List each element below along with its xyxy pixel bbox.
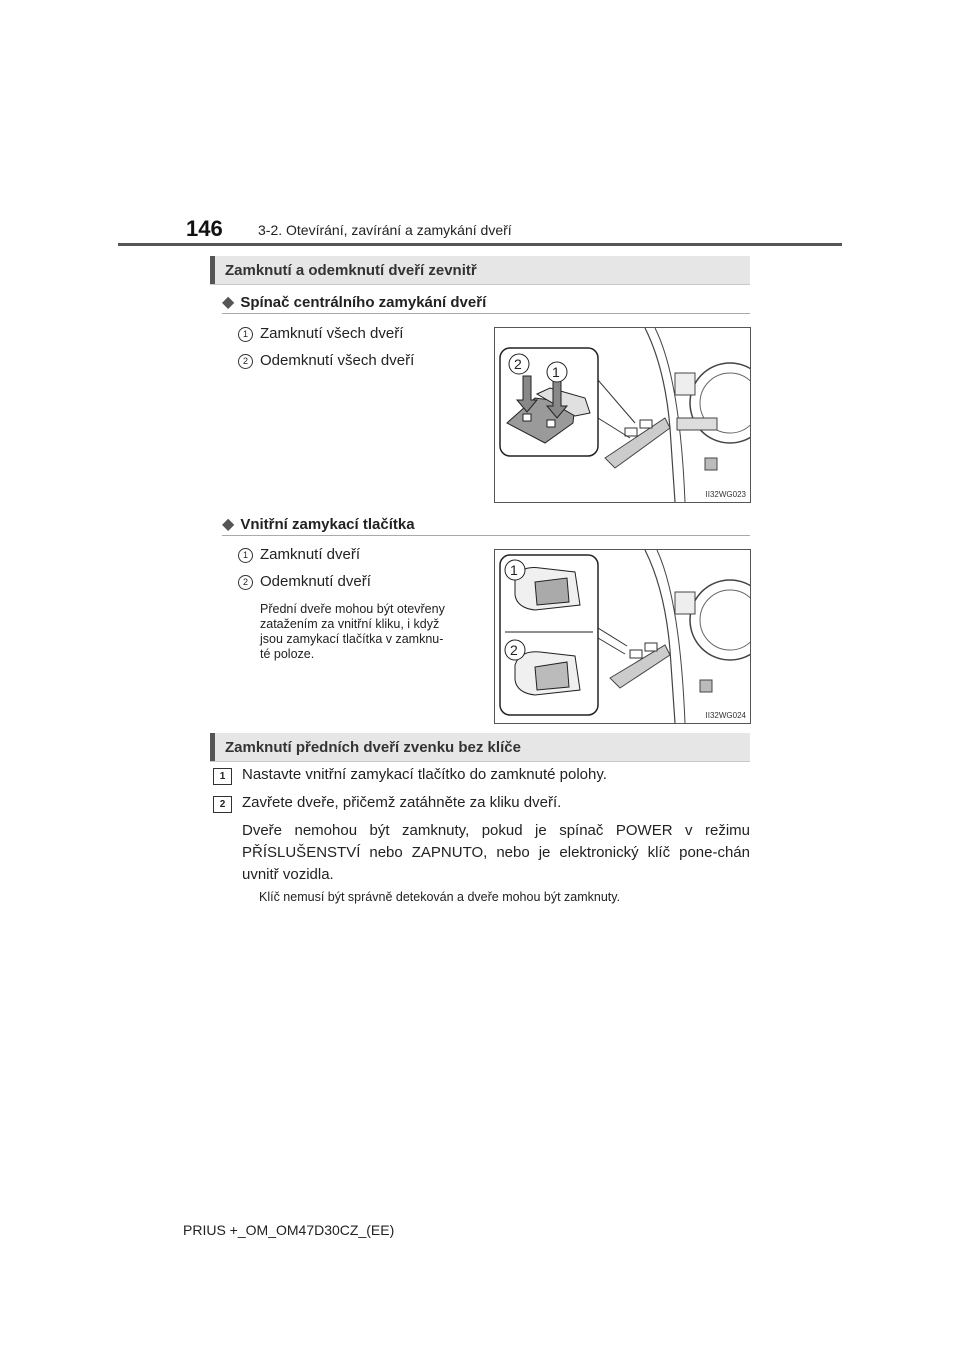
header-divider	[118, 243, 842, 246]
note-line: jsou zamykací tlačítka v zamknu-	[260, 632, 444, 646]
item-lock-all-doors: Zamknutí všech dveří	[260, 325, 404, 342]
subheading-divider	[222, 313, 750, 314]
item-unlock-door: Odemknutí dveří	[260, 573, 371, 590]
note-line: té poloze.	[260, 647, 315, 661]
item-unlock-all-doors: Odemknutí všech dveří	[260, 352, 415, 369]
figure-code: II32WG023	[705, 490, 746, 499]
item-lock-door: Zamknutí dveří	[260, 546, 361, 563]
svg-text:1: 1	[552, 364, 560, 380]
subheading-divider	[222, 535, 750, 536]
step-number: 2	[213, 796, 232, 813]
item-number: 1	[238, 327, 253, 342]
svg-text:2: 2	[514, 356, 522, 372]
figure-central-lock-switch	[494, 327, 751, 503]
diamond-icon: ◆	[222, 294, 235, 311]
door-switch-illustration	[495, 328, 750, 502]
section-accent	[210, 733, 215, 761]
item-number: 2	[238, 575, 253, 590]
step-number: 1	[213, 768, 232, 785]
subheading-central-lock-switch	[222, 292, 486, 312]
item-number: 1	[238, 548, 253, 563]
svg-text:2: 2	[510, 642, 518, 658]
section-header-inside-locking	[210, 256, 750, 285]
footer-document-code: PRIUS +_OM_OM47D30CZ_(EE)	[183, 1222, 395, 1238]
figure-inside-lock-buttons	[494, 549, 751, 724]
chapter-title: 3-2. Otevírání, zavírání a zamykání dveří	[258, 222, 512, 238]
figure-code: II32WG024	[705, 711, 746, 720]
step-close-door: Zavřete dveře, přičemž zatáhněte za kliku dveří.	[242, 794, 562, 811]
subheading-inside-lock-buttons	[222, 514, 415, 534]
subheading-text: Spínač centrálního zamykání dveří	[240, 294, 487, 311]
subheading-text: Vnitřní zamykací tlačítka	[240, 516, 415, 533]
section-accent	[210, 256, 215, 284]
svg-text:1: 1	[510, 562, 518, 578]
note-line: Přední dveře mohou být otevřeny	[260, 602, 445, 616]
step-set-lock-button: Nastavte vnitřní zamykací tlačítko do zamknuté polohy.	[242, 766, 607, 783]
section-title: Zamknutí a odemknutí dveří zevnitř	[225, 262, 477, 279]
paragraph-cannot-lock: Dveře nemohou být zamknuty, pokud je spínač POWER v režimu PŘÍSLUŠENSTVÍ nebo ZAPNUTO, nebo je elektronický klíč pone-chán uvnitř vozidla.	[242, 822, 750, 883]
page-number: 146	[186, 216, 223, 241]
section-header-front-doors-outside	[210, 733, 750, 762]
item-number: 2	[238, 354, 253, 369]
note-line: zatažením za vnitřní kliku, i když	[260, 617, 440, 631]
diamond-icon: ◆	[222, 516, 235, 533]
door-button-illustration	[495, 550, 750, 723]
section-title: Zamknutí předních dveří zvenku bez klíče	[225, 739, 521, 756]
note-front-doors	[260, 602, 486, 662]
note-key-detection: Klíč nemusí být správně detekován a dveře mohou být zamknuty.	[259, 890, 621, 904]
